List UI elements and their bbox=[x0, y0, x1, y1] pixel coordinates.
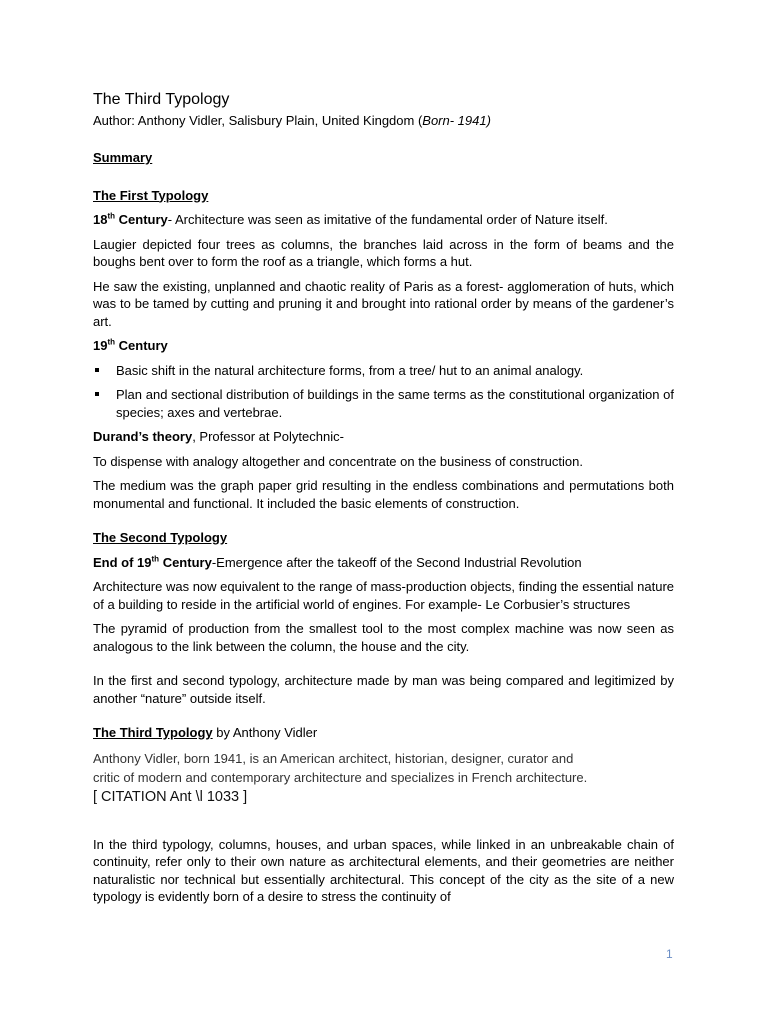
second-typology-heading: The Second Typology bbox=[93, 530, 228, 545]
citation-field: [ CITATION Ant \l 1033 ] bbox=[93, 788, 248, 805]
summary-heading: Summary bbox=[93, 150, 153, 165]
author-line bbox=[93, 112, 674, 129]
first-paragraph-laugier: Laugier depicted four trees as columns, the branches laid across in the form of beams and the boughs bent over to form the roof as a triangle, which forms a hut. bbox=[93, 236, 674, 269]
first-18th-century: 18th Century- Architecture was seen as imitative of the fundamental order of Nature itself. bbox=[93, 211, 608, 227]
vidler-bio-line-1: Anthony Vidler, born 1941, is an American architect, historian, designer, curator and bbox=[93, 750, 574, 766]
list-item: Basic shift in the natural architecture forms, from a tree/ hut to an animal analogy. bbox=[93, 362, 674, 380]
durand-theory: Durand’s theory, Professor at Polytechnic- bbox=[93, 429, 344, 444]
bullet-icon bbox=[95, 368, 99, 372]
second-paragraph-pyramid: The pyramid of production from the smallest tool to the most complex machine was now seen as analogous to the link between the column, the house and the city. bbox=[93, 621, 674, 654]
author-text: Author: Anthony Vidler, Salisbury Plain, United Kingdom ( bbox=[93, 113, 423, 128]
first-typology-heading: The First Typology bbox=[93, 187, 209, 203]
third-typology-line: The Third Typology by Anthony Vidler bbox=[93, 725, 318, 740]
document-title: The Third Typology bbox=[93, 91, 230, 108]
first-paragraph-graph: The medium was the graph paper grid resulting in the endless combinations and permutations both monumental and functional. It included the basic elements of construction. bbox=[93, 478, 674, 511]
bullet-icon bbox=[95, 392, 99, 396]
third-paragraph: In the third typology, columns, houses, and urban spaces, while linked in an unbreakable chain of continuity, refer only to their own nature as architectural elements, and their geometries are neither naturalistic nor technical but essentially architectural. This concept of the city as the site of a new typology is evidently born of a desire to stress the continuity of bbox=[93, 836, 674, 904]
second-paragraph-mass-production: Architecture was now equivalent to the range of mass-production objects, finding the essential nature of a building to reside in the artificial world of engines. For example- Le Corbusier’s structures bbox=[93, 579, 675, 612]
author-born: Born- 1941) bbox=[422, 113, 491, 128]
page-number: 1 bbox=[666, 947, 673, 961]
first-paragraph-paris: He saw the existing, unplanned and chaotic reality of Paris as a forest- agglomeration of huts, which was to be tamed by cutting and pruning it and brought into rational order by means of the gardener’s art. bbox=[93, 278, 674, 329]
third-typology-heading: The Third Typology bbox=[93, 725, 213, 740]
first-19th-century: 19th Century bbox=[93, 337, 168, 353]
first-paragraph-analogy: To dispense with analogy altogether and concentrate on the business of construction. bbox=[93, 453, 583, 469]
second-paragraph-nature: In the first and second typology, architecture made by man was being compared and legitimized by another “nature” outside itself. bbox=[93, 673, 674, 706]
document-page bbox=[93, 90, 674, 906]
list-item: Plan and sectional distribution of buildings in the same terms as the constitutional organization of species; axes and vertebrae. bbox=[93, 386, 674, 421]
nineteenth-century-list bbox=[93, 362, 674, 422]
vidler-bio-line-2: critic of modern and contemporary architecture and specializes in French architecture. bbox=[93, 769, 588, 785]
second-end-19th-century: End of 19th Century-Emergence after the takeoff of the Second Industrial Revolution bbox=[93, 554, 582, 570]
